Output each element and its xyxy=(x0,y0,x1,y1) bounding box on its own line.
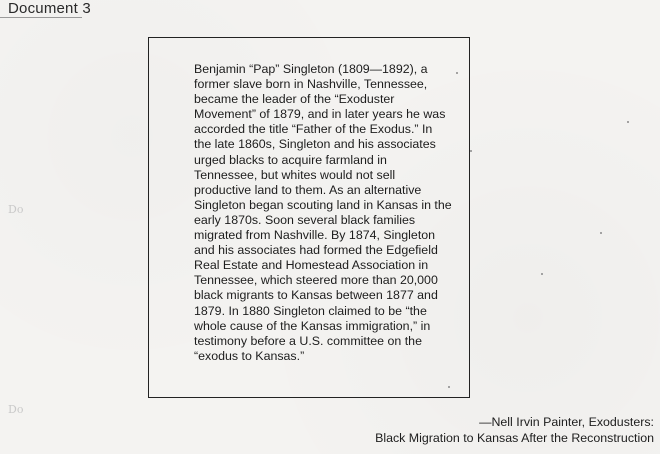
top-rule-divider xyxy=(0,17,82,18)
paper-speck xyxy=(448,386,450,388)
paper-speck xyxy=(627,121,629,123)
source-title-line: Black Migration to Kansas After the Reconstruction xyxy=(375,430,654,445)
document-title: Document 3 xyxy=(8,0,91,17)
margin-mark-upper: Do xyxy=(8,203,24,216)
excerpt-text: Benjamin “Pap” Singleton (1809—1892), a former slave born in Nashville, Tennessee, became the leader of the “Exoduster Movement” of 1879, and in later years he was accorded the title “Father of the Exodus.” In the late 1860s, Singleton and his associates urged blacks to acquire farmland in Tennessee, but whites would not sell productive land to them. As an alternative Singleton began scouting land in Kansas in the early 1870s. Soon several black families migrated from Nashville. By 1874, Singleton and his associates had formed the Edgefield Real Estate and Homestead Association in Tennessee, which steered more than 20,000 black migrants to Kansas between 1877 and 1879. In 1880 Singleton claimed to be “the whole cause of the Kansas immigration,” in testimony before a U.S. committee on the “exodus to Kansas.” xyxy=(194,62,452,363)
paper-speck xyxy=(456,72,458,74)
paper-speck xyxy=(470,150,472,152)
source-author-line: —Nell Irvin Painter, Exodusters: xyxy=(479,415,654,429)
paper-speck xyxy=(541,273,543,275)
margin-mark-lower: Do xyxy=(8,403,24,416)
source-attribution xyxy=(375,415,654,446)
paper-speck xyxy=(600,232,602,234)
